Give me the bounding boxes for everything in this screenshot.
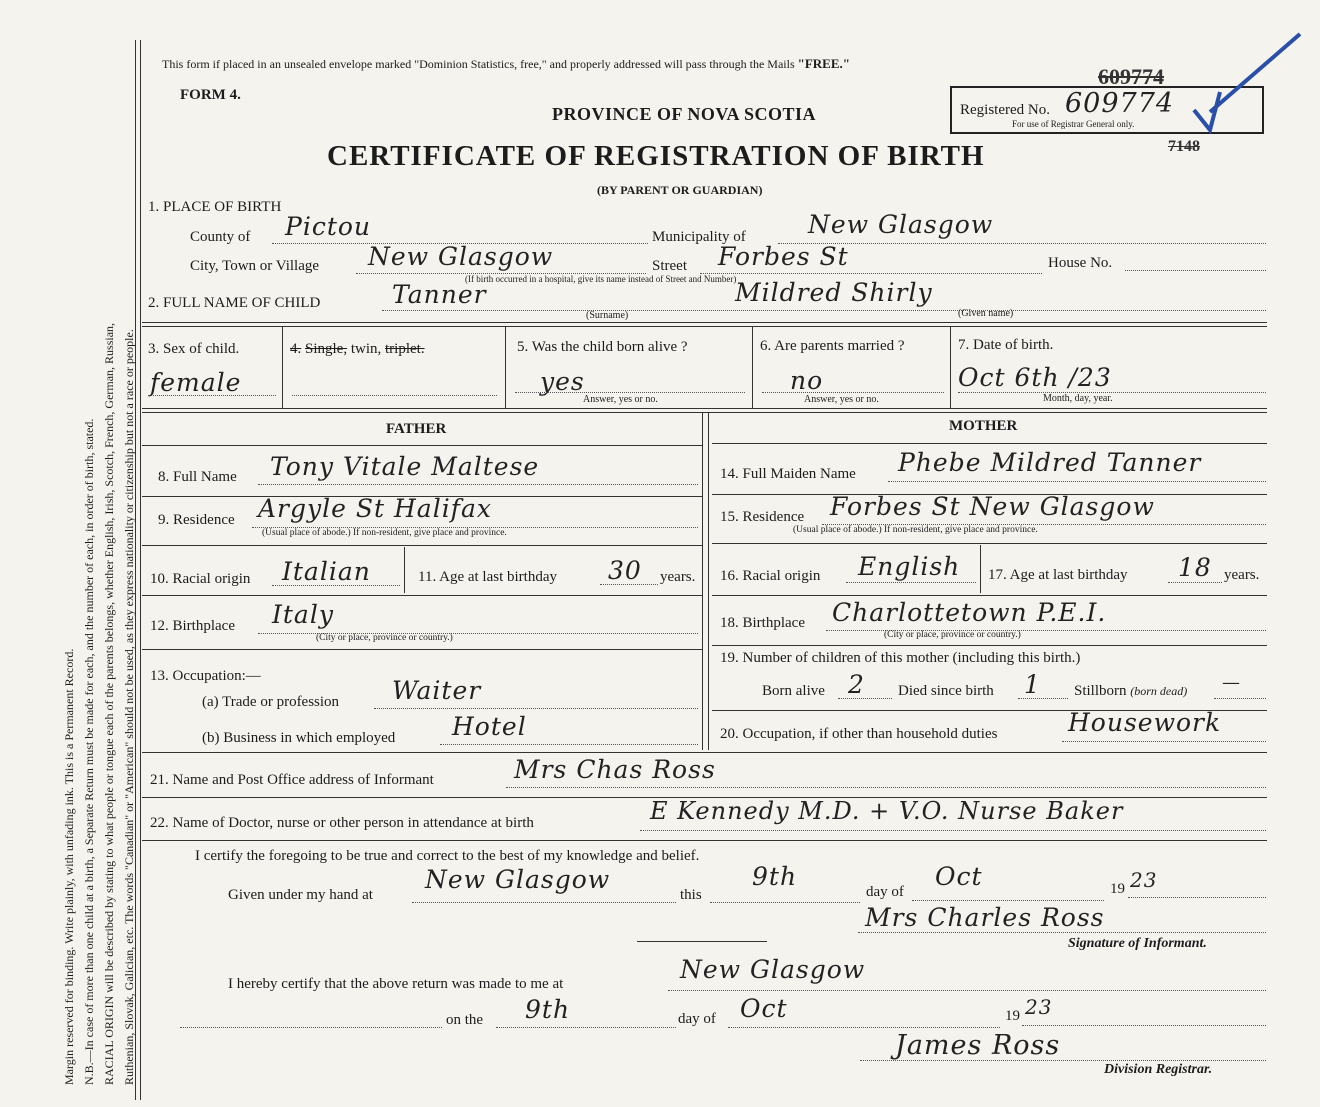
died-label: Died since birth	[898, 683, 994, 699]
married-caption: Answer, yes or no.	[804, 394, 879, 405]
mother-residence-caption: (Usual place of abode.) If non-resident, give place and province.	[793, 525, 1038, 535]
form-number: FORM 4.	[180, 87, 241, 103]
registered-note: For use of Registrar General only.	[1012, 119, 1135, 129]
margin-note-4: Ruthenian, Slovak, Galician, etc. The words "Canadian" or "American" should not be used, as they express nationality or citizenship but not a race or people.	[122, 329, 136, 1085]
born-alive-value: yes	[540, 367, 585, 396]
mother-age-years: years.	[1224, 567, 1260, 583]
father-birthplace-value: Italy	[272, 600, 334, 629]
registered-number: 609774	[1065, 88, 1175, 119]
mother-residence-value: Forbes St New Glasgow	[830, 492, 1155, 521]
stamped-number: 609774	[1098, 64, 1164, 89]
registered-label: Registered No.	[960, 102, 1050, 118]
surname-caption: (Surname)	[586, 310, 629, 321]
father-name-value: Tony Vitale Maltese	[270, 452, 540, 481]
mother-birthplace-value: Charlottetown P.E.I.	[832, 598, 1107, 627]
given-place-value: New Glasgow	[425, 865, 611, 894]
registrar-caption: Division Registrar.	[1104, 1062, 1213, 1077]
died-value: 1	[1024, 670, 1041, 699]
mother-age-label: 17. Age at last birthday	[988, 567, 1128, 583]
trade-label: (a) Trade or profession	[202, 694, 340, 710]
given-name-value: Mildred Shirly	[735, 278, 933, 307]
given-month-value: Oct	[935, 862, 983, 891]
given-year-prefix: 19	[1110, 881, 1125, 897]
binding-margin	[0, 0, 140, 1107]
business-label: (b) Business in which employed	[202, 730, 396, 746]
father-birthplace-caption: (City or place, province or country.)	[316, 633, 453, 643]
registrar-day-of-label: day of	[678, 1011, 716, 1027]
stamped-mark: 7148	[1168, 138, 1200, 155]
father-racial-value: Italian	[282, 557, 371, 586]
mother-heading: MOTHER	[949, 418, 1018, 434]
given-at-label: Given under my hand at	[228, 887, 373, 903]
born-alive-count-label: Born alive	[762, 683, 825, 699]
street-label: Street	[652, 258, 687, 274]
county-value: Pictou	[285, 212, 372, 241]
mother-racial-label: 16. Racial origin	[720, 568, 821, 584]
father-racial-label: 10. Racial origin	[150, 571, 251, 587]
father-residence-value: Argyle St Halifax	[258, 494, 492, 523]
check-mark-icon	[1180, 30, 1310, 140]
this-label: this	[680, 887, 702, 903]
registrar-place-value: New Glasgow	[680, 955, 866, 984]
certify-statement: I certify the foregoing to be true and correct to the best of my knowledge and belief.	[195, 848, 700, 864]
margin-note-3: RACIAL ORIGIN will be described by stating to what people or tongue each of the parents belongs, whether English, Irish, Scotch, French, German, Russian,	[102, 322, 116, 1085]
father-residence-label: 9. Residence	[158, 512, 235, 528]
born-alive-label: 5. Was the child born alive ?	[517, 339, 688, 355]
mail-note: This form if placed in an unsealed envelope marked "Dominion Statistics, free," and properly addressed will pass through the Mails "FREE."	[162, 56, 850, 71]
hospital-note: (If birth occurred in a hospital, give its name instead of Street and Number)	[465, 274, 737, 284]
registrar-signature: James Ross	[895, 1030, 1061, 1061]
registrar-month-value: Oct	[740, 994, 788, 1023]
born-alive-count-value: 2	[848, 670, 865, 699]
father-age-label: 11. Age at last birthday	[418, 569, 557, 585]
informant-label: 21. Name and Post Office address of Informant	[150, 772, 434, 788]
province-heading: PROVINCE OF NOVA SCOTIA	[552, 104, 817, 124]
margin-rule	[135, 40, 136, 1100]
mother-occupation-value: Housework	[1068, 708, 1222, 737]
informant-value: Mrs Chas Ross	[514, 755, 716, 784]
mother-residence-label: 15. Residence	[720, 509, 805, 525]
margin-note-1: Margin reserved for binding. Write plainly, with unfading ink. This is a Permanent Record.	[62, 648, 76, 1085]
city-value: New Glasgow	[368, 242, 554, 271]
municipality-value: New Glasgow	[808, 210, 994, 239]
page-subtitle: (BY PARENT OR GUARDIAN)	[597, 183, 763, 197]
county-label: County of	[190, 229, 251, 245]
trade-value: Waiter	[392, 676, 482, 705]
margin-rule-2	[140, 40, 141, 1100]
signature-caption: Signature of Informant.	[1068, 936, 1207, 951]
registrar-day-value: 9th	[525, 995, 571, 1024]
house-label: House No.	[1048, 255, 1113, 271]
stillborn-label: Stillborn (born dead)	[1074, 683, 1188, 699]
mother-name-value: Phebe Mildred Tanner	[898, 448, 1202, 477]
father-heading: FATHER	[386, 421, 447, 437]
given-day-value: 9th	[752, 862, 798, 891]
surname-value: Tanner	[392, 280, 487, 309]
margin-note-2: N.B.—In case of more than one child at a birth, a Separate Return must be made for each, and the number of each, in order of birth, stated.	[82, 418, 96, 1085]
mother-occupation-label: 20. Occupation, if other than household duties	[720, 726, 998, 742]
date-label: 7. Date of birth.	[958, 337, 1054, 353]
street-value: Forbes St	[718, 242, 849, 271]
mother-birthplace-label: 18. Birthplace	[720, 615, 805, 631]
registrar-statement: I hereby certify that the above return was made to me at	[228, 976, 564, 992]
father-age-value: 30	[608, 556, 642, 585]
father-birthplace-label: 12. Birthplace	[150, 618, 235, 634]
date-caption: Month, day, year.	[1043, 393, 1113, 404]
informant-signature: Mrs Charles Ross	[865, 903, 1105, 932]
doctor-label: 22. Name of Doctor, nurse or other person in attendance at birth	[150, 815, 534, 831]
child-name-label: 2. FULL NAME OF CHILD	[148, 295, 321, 311]
sex-value: female	[150, 368, 242, 397]
father-age-years: years.	[660, 569, 696, 585]
doctor-value: E Kennedy M.D. + V.O. Nurse Baker	[650, 797, 1124, 825]
given-year-value: 23	[1130, 868, 1158, 892]
place-of-birth-label: 1. PLACE OF BIRTH	[148, 199, 282, 215]
date-value: Oct 6th /23	[958, 363, 1112, 392]
sex-label: 3. Sex of child.	[148, 341, 240, 357]
father-residence-caption: (Usual place of abode.) If non-resident, give place and province.	[262, 528, 507, 538]
given-name-caption: (Given name)	[958, 308, 1014, 319]
married-label: 6. Are parents married ?	[760, 338, 905, 354]
born-alive-caption: Answer, yes or no.	[583, 394, 658, 405]
father-occupation-label: 13. Occupation:—	[150, 668, 261, 684]
stillborn-value: —	[1222, 672, 1241, 693]
on-the-label: on the	[446, 1012, 484, 1028]
mother-name-label: 14. Full Maiden Name	[720, 466, 856, 482]
plurality-label: 4. Single, twin, triplet.	[290, 341, 425, 357]
mother-birthplace-caption: (City or place, province or country.)	[884, 630, 1021, 640]
day-of-label: day of	[866, 884, 904, 900]
municipality-label: Municipality of	[652, 229, 746, 245]
married-value: no	[790, 366, 824, 395]
mother-racial-value: English	[858, 552, 961, 581]
mother-age-value: 18	[1178, 553, 1212, 582]
father-name-label: 8. Full Name	[158, 469, 237, 485]
city-label: City, Town or Village	[190, 258, 320, 274]
children-label: 19. Number of children of this mother (including this birth.)	[720, 650, 1081, 666]
registrar-year-prefix: 19	[1005, 1008, 1020, 1024]
business-value: Hotel	[452, 712, 527, 741]
registrar-year-value: 23	[1025, 995, 1053, 1019]
page-title: CERTIFICATE OF REGISTRATION OF BIRTH	[327, 140, 985, 172]
